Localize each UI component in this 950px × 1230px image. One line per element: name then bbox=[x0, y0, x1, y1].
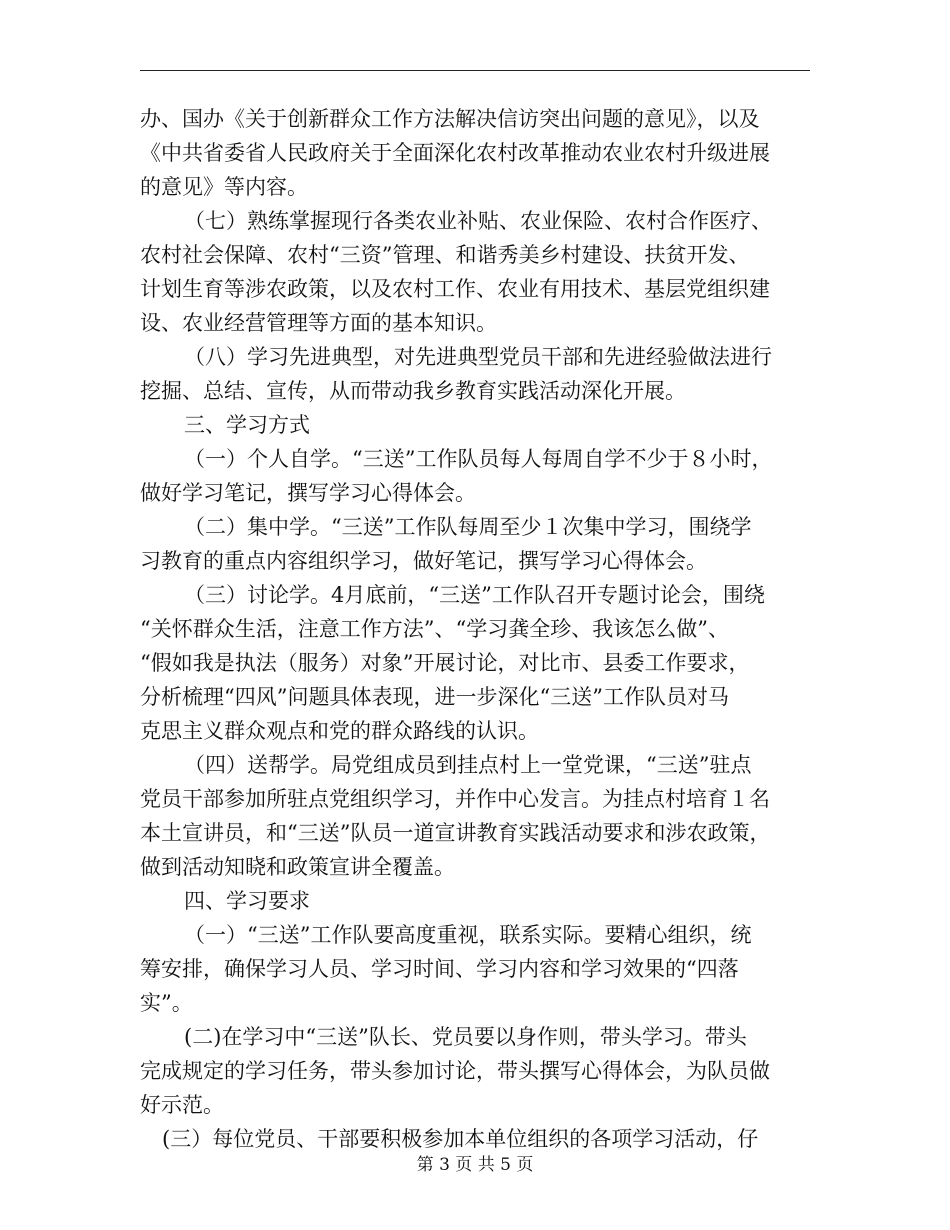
text-line: （四）送帮学。局党组成员到挂点村上一堂党课，“三送”驻点 bbox=[184, 753, 752, 777]
text-line: 的意见》等内容。 bbox=[140, 175, 308, 199]
text-line: (三）每位党员、干部要积极参加本单位组织的各项学习活动，仔 bbox=[162, 1127, 759, 1151]
text-line: （一）个人自学。“三送”工作队员每人每周自学不少于８小时， bbox=[184, 447, 773, 471]
text-line: 《中共省委省人民政府关于全面深化农村改革推动农业农村升级进展 bbox=[140, 141, 770, 165]
text-line: 实”。 bbox=[140, 991, 193, 1015]
text-line: 农村社会保障、农村“三资”管理、和谐秀美乡村建设、扶贫开发、 bbox=[140, 243, 750, 267]
text-line: 克思主义群众观点和党的群众路线的认识。 bbox=[140, 719, 539, 743]
text-line: 办、国办《关于创新群众工作方法解决信访突出问题的意见》，以及 bbox=[140, 107, 760, 131]
text-line: 分析梳理“四风”问题具体表现，进一步深化“三送”工作队员对马 bbox=[140, 685, 729, 709]
text-line: 党员干部参加所驻点党组织学习，并作中心发言。为挂点村培育１名 bbox=[140, 787, 770, 811]
text-line: “关怀群众生活，注意工作方法”、“学习龚全珍、我该怎么做”、 bbox=[140, 617, 729, 641]
text-line: 本土宣讲员，和“三送”队员一道宣讲教育实践活动要求和涉农政策， bbox=[140, 821, 771, 845]
text-line: （七）熟练掌握现行各类农业补贴、农业保险、农村合作医疗、 bbox=[184, 209, 772, 233]
text-line: （一）“三送”工作队要高度重视，联系实际。要精心组织，统 bbox=[184, 923, 752, 947]
section-heading: 三、学习方式 bbox=[184, 413, 310, 437]
page-number: 第 3 页 共 5 页 bbox=[416, 1155, 534, 1175]
text-line: （八）学习先进典型，对先进典型党员干部和先进经验做法进行 bbox=[184, 345, 772, 369]
text-line: 做到活动知晓和政策宣讲全覆盖。 bbox=[140, 855, 455, 879]
text-line: (二)在学习中“三送”队长、党员要以身作则，带头学习。带头 bbox=[184, 1025, 747, 1049]
section-heading: 四、学习要求 bbox=[184, 889, 310, 913]
text-line: （三）讨论学。4月底前，“三送”工作队召开专题讨论会，围绕 bbox=[184, 583, 765, 607]
text-line: 设、农业经营管理等方面的基本知识。 bbox=[140, 311, 497, 335]
text-line: 好示范。 bbox=[140, 1093, 224, 1117]
text-line: 筹安排，确保学习人员、学习时间、学习内容和学习效果的“四落 bbox=[140, 957, 739, 981]
text-line: 完成规定的学习任务，带头参加讨论，带头撰写心得体会，为队员做 bbox=[140, 1059, 770, 1083]
text-line: 习教育的重点内容组织学习，做好笔记，撰写学习心得体会。 bbox=[140, 549, 707, 573]
text-line: （二）集中学。“三送”工作队每周至少１次集中学习，围绕学 bbox=[184, 515, 752, 539]
header-rule bbox=[140, 70, 810, 71]
text-line: 挖掘、总结、宣传，从而带动我乡教育实践活动深化开展。 bbox=[140, 379, 686, 403]
text-line: 计划生育等涉农政策，以及农村工作、农业有用技术、基层党组织建 bbox=[140, 277, 770, 301]
text-line: “假如我是执法（服务）对象”开展讨论，对比市、县委工作要求， bbox=[140, 651, 750, 675]
text-line: 做好学习笔记，撰写学习心得体会。 bbox=[140, 481, 476, 505]
